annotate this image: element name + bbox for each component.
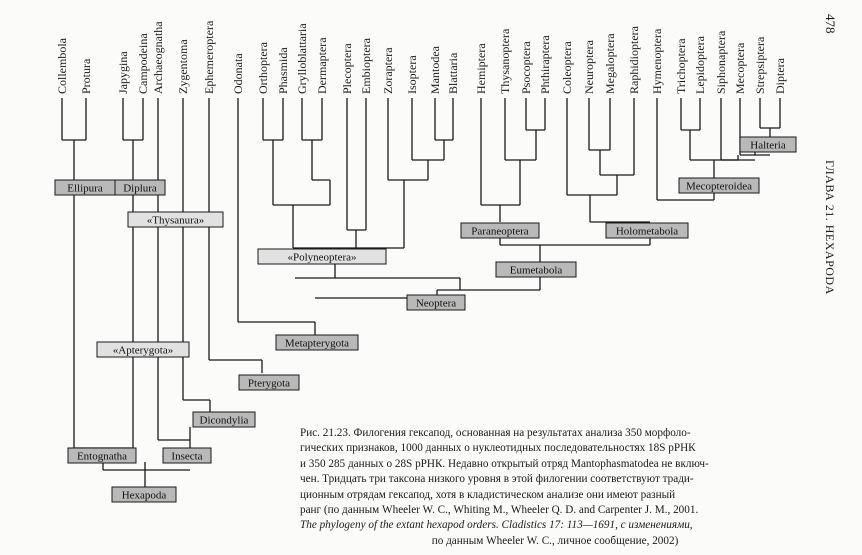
clade-box-apterygota bbox=[97, 342, 189, 357]
clade-box-insecta bbox=[163, 448, 211, 463]
taxon-label-blattaria: Blattaria bbox=[446, 52, 460, 94]
caption-line: по данным Wheeler W. C., личное сообщение, 2002) bbox=[431, 534, 679, 547]
clade-box-eumetabola bbox=[496, 262, 576, 277]
clade-box-halteria bbox=[740, 137, 796, 152]
taxon-label-zygentoma: Zygentoma bbox=[176, 39, 190, 94]
taxon-label-grylloblattaria: Grylloblattaria bbox=[295, 23, 309, 94]
taxon-label-mantodea: Mantodea bbox=[428, 46, 442, 94]
clade-label-thysanura: «Thysanura» bbox=[146, 214, 205, 227]
taxon-label-diptera: Diptera bbox=[773, 58, 787, 94]
clade-box-paraneoptera bbox=[461, 223, 539, 238]
clade-label-entognatha: Entognatha bbox=[76, 450, 128, 463]
clade-box-diplura bbox=[115, 180, 165, 195]
taxon-label-collembola: Collembola bbox=[55, 38, 69, 94]
clade-label-mecopteroidea: Mecopteroidea bbox=[686, 180, 752, 193]
taxon-label-isoptera: Isoptera bbox=[405, 55, 419, 94]
taxon-label-protura: Protura bbox=[79, 58, 93, 94]
taxon-label-archaeognatha: Archaeognatha bbox=[151, 21, 165, 94]
taxon-label-thysanoptera: Thysanoptera bbox=[498, 28, 512, 94]
taxa-labels bbox=[55, 20, 787, 94]
taxon-label-hemiptera: Hemiptera bbox=[474, 43, 488, 94]
taxon-label-psocoptera: Psocoptera bbox=[519, 41, 533, 94]
clade-label-holometabola: Holometabola bbox=[615, 225, 679, 238]
taxon-label-neuroptera: Neuroptera bbox=[582, 40, 596, 94]
clade-label-polyneoptera: «Polyneoptera» bbox=[287, 251, 357, 264]
taxon-label-odonata: Odonata bbox=[231, 53, 245, 94]
caption-line: чен. Тридцать три таксона низкого уровня в этой филогении соответствуют тради- bbox=[300, 473, 694, 486]
running-head: ГЛАВА 21. HEXAPODA bbox=[823, 160, 837, 295]
clade-box-hexapoda bbox=[112, 487, 176, 502]
taxon-label-megaloptera: Megaloptera bbox=[603, 33, 617, 94]
taxon-label-lepidoptera: Lepidoptera bbox=[693, 36, 707, 94]
taxon-label-plecoptera: Plecoptera bbox=[340, 43, 354, 94]
clade-box-entognatha bbox=[68, 448, 136, 463]
clade-box-ellipura bbox=[55, 180, 115, 195]
caption-line: The phylogeny of the extant hexapod orders. Cladistics 17: 113—1691, с изменениями, bbox=[300, 519, 693, 532]
clade-box-polyneoptera bbox=[258, 249, 386, 264]
taxon-label-siphonaptera: Siphonaptera bbox=[714, 30, 728, 94]
clade-label-halteria: Halteria bbox=[750, 139, 786, 152]
figure-caption bbox=[300, 426, 810, 549]
caption-line: Рис. 21.23. Филогения гексапод, основанная на результатах анализа 350 морфоло- bbox=[300, 427, 691, 439]
taxon-label-japygina: Japygina bbox=[116, 51, 130, 94]
taxon-label-orthoptera: Orthoptera bbox=[256, 42, 270, 94]
clade-label-hexapoda: Hexapoda bbox=[121, 489, 167, 502]
clade-box-thysanura bbox=[128, 212, 223, 227]
clade-label-pterygota: Pterygota bbox=[247, 377, 291, 390]
clade-box-pterygota bbox=[239, 375, 299, 390]
taxon-label-campodeina: Campodeina bbox=[136, 33, 150, 94]
caption-line: ционным отрядам гексапод, хотя в кладистическом анализе они имеют разный bbox=[300, 488, 676, 501]
clade-label-insecta: Insecta bbox=[171, 450, 203, 463]
taxon-label-ephemeroptera: Ephemeroptera bbox=[202, 20, 216, 94]
caption-line: гических признаков, 1000 данных о нуклеотидных последовательностях 18S рРНК bbox=[300, 442, 696, 455]
clade-label-apterygota: «Apterygota» bbox=[112, 344, 174, 357]
page-number: 478 bbox=[823, 14, 838, 34]
caption-line: и 350 285 данных о 28S рРНК. Недавно открытый отряд Mantophasmatodea не включ- bbox=[300, 457, 709, 470]
taxon-label-zoraptera: Zoraptera bbox=[381, 47, 395, 94]
clade-box-holometabola bbox=[606, 223, 688, 238]
clade-label-paraneoptera: Paraneoptera bbox=[471, 225, 529, 238]
clade-box-dicondylia bbox=[193, 412, 255, 427]
clade-label-eumetabola: Eumetabola bbox=[509, 264, 563, 277]
clade-box-metapterygota bbox=[276, 335, 358, 350]
clade-label-neoptera: Neoptera bbox=[415, 297, 457, 310]
clade-label-diplura: Diplura bbox=[123, 182, 157, 195]
taxon-label-coleoptera: Coleoptera bbox=[560, 41, 574, 94]
clade-box-neoptera bbox=[407, 295, 465, 310]
taxon-label-trichoptera: Trichoptera bbox=[674, 38, 688, 94]
taxon-label-phasmida: Phasmida bbox=[276, 47, 290, 94]
taxon-label-raphidioptera: Raphidioptera bbox=[627, 26, 641, 94]
taxon-label-embioptera: Embioptera bbox=[359, 38, 373, 94]
taxon-label-phthiraptera: Phthiraptera bbox=[538, 35, 552, 94]
clade-label-metapterygota: Metapterygota bbox=[284, 337, 350, 350]
taxon-label-mecoptera: Mecoptera bbox=[733, 42, 747, 94]
taxon-label-strepsiptera: Strepsiptera bbox=[753, 36, 767, 94]
taxon-label-dermaptera: Dermaptera bbox=[315, 37, 329, 94]
taxon-label-hymenoptera: Hymenoptera bbox=[650, 28, 664, 94]
clade-label-ellipura: Ellipura bbox=[67, 182, 103, 195]
clade-label-dicondylia: Dicondylia bbox=[199, 414, 249, 427]
caption-line: ранг (по данным Wheeler W. C., Whiting M., Wheeler Q. D. and Carpenter J. M., 2001. bbox=[300, 504, 699, 517]
clade-box-mecopteroidea bbox=[679, 178, 759, 193]
